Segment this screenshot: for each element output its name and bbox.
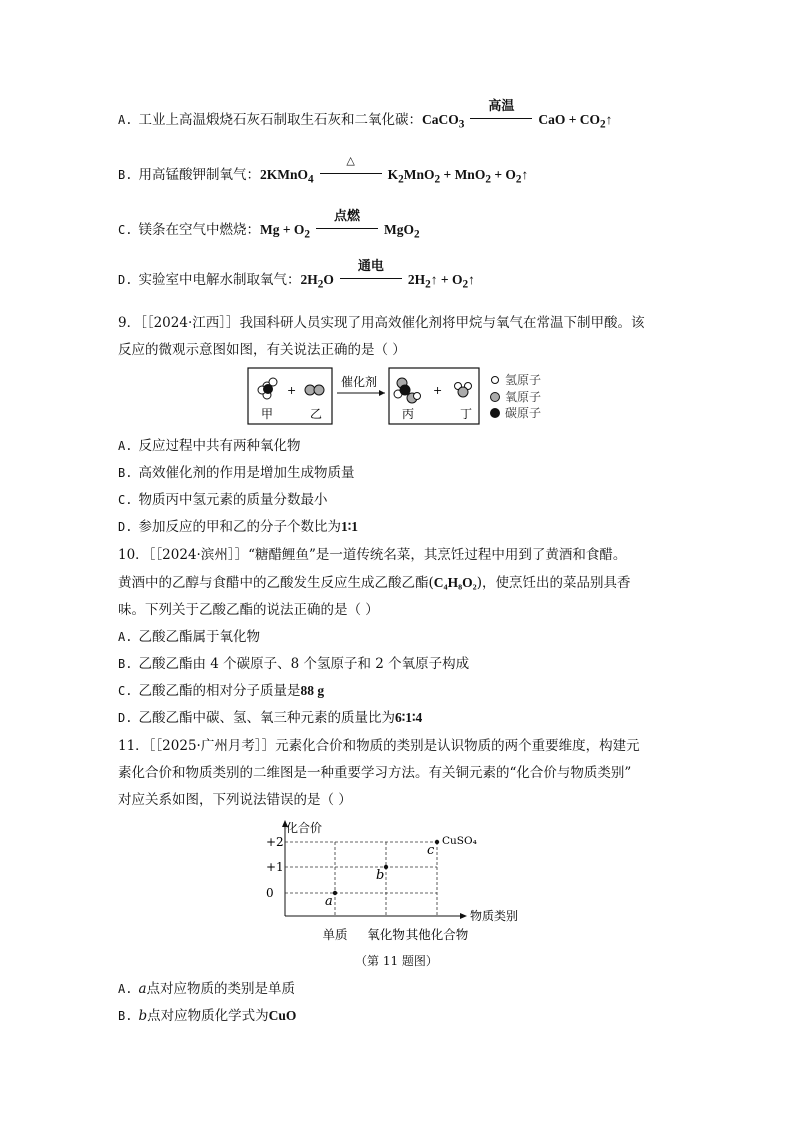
- point-label: b: [376, 868, 385, 883]
- equation: 2KMnO$_4$ △ $K_2MnO_2 + MnO_2$ + $O_2↑$: [259, 155, 529, 186]
- x-axis-label: 物质类别: [470, 909, 519, 923]
- point-b: [384, 865, 388, 869]
- q9-stem: 9．［［2024·江西］］我国科研人员实现了用高效催化剂将甲烷与氧气在常温下制甲酸。该 反应的微观示意图如图，有关说法正确的是（ ）: [118, 315, 645, 358]
- q11-stem: 11．［［2025·广州月考］］元素化合价和物质的类别是认识物质的两个重要维度，构建元 素化合价和物质类别的二维图是一种重要学习方法。有关铜元素的“化合价与物质类别” 对应关系如图，下列说法错误的是（ ）: [118, 738, 640, 808]
- point-a: [333, 891, 337, 895]
- x-category-label: 单质: [322, 927, 348, 942]
- label-jia: 甲: [261, 407, 274, 421]
- point-annotation: CuSO₄: [442, 835, 477, 847]
- methane-molecule: [258, 378, 277, 399]
- q8-option-b: [118, 155, 529, 190]
- label-ding: 丁: [460, 407, 473, 421]
- q9-option-a: A. 反应过程中共有两种氧化物: [118, 438, 301, 454]
- option-letter: D.: [118, 273, 133, 287]
- option-text: 用高锰酸钾制氧气：: [138, 167, 260, 183]
- plus-sign: +: [433, 384, 443, 397]
- grid: [285, 842, 437, 916]
- q10-option-a: A. 乙酸乙酯属于氧化物: [118, 629, 260, 645]
- legend: [490, 373, 541, 420]
- svg-text:氢原子: 氢原子: [505, 373, 542, 387]
- q11-option-b: B. b点对应物质化学式为CuO: [118, 1008, 297, 1024]
- plus-sign: +: [287, 384, 297, 397]
- y-tick-label: 0: [266, 886, 274, 900]
- svg-text:氧原子: 氧原子: [505, 390, 542, 404]
- option-letter: C.: [118, 223, 133, 237]
- y-ticks: [266, 835, 284, 900]
- q11-option-a: A. a点对应物质的类别是单质: [118, 981, 296, 997]
- data-points: [325, 835, 477, 909]
- label-yi: 乙: [310, 407, 323, 421]
- reaction-diagram: [247, 366, 557, 428]
- formic-acid-molecule: [394, 378, 421, 403]
- option-text: 工业上高温煅烧石灰石制取生石灰和二氧化碳：: [138, 112, 422, 128]
- q10-option-d: D. 乙酸乙酯中碳、氢、氧三种元素的质量比为6∶1∶4: [118, 710, 423, 726]
- q8-option-d: [118, 258, 475, 295]
- x-categories: [322, 927, 468, 942]
- q10-option-c: C. 乙酸乙酯的相对分子质量是88 g: [118, 683, 325, 699]
- x-category-label: 氧化物: [367, 927, 405, 942]
- q10-stem: 10．［［2024·滨州］］“糖醋鲤鱼”是一道传统名菜，其烹饪过程中用到了黄酒和食醋。 黄酒中的乙醇与食醋中的乙酸发生反应生成乙酸乙酯(C₄H₈O₂)，使烹饪出的菜品别具香 味。下列关于乙酸乙酯的说法正确的是（ ）: [118, 547, 631, 618]
- equation: $Mg + O_2$ 点燃 MgO$_2$: [259, 208, 420, 241]
- q9-option-b: B. 高效催化剂的作用是增加生成物质量: [118, 465, 355, 481]
- option-letter: A.: [118, 113, 133, 127]
- label-bing: 丙: [402, 407, 415, 421]
- option-text: 镁条在空气中燃烧：: [138, 222, 260, 238]
- x-category-label: 其他化合物: [405, 927, 469, 942]
- point-c: [435, 840, 439, 844]
- q9-option-d: D. 参加反应的甲和乙的分子个数比为1∶1: [118, 519, 358, 535]
- equation: $2H_2O$ 通电 $2H_2↑$ + $O_2↑$: [300, 258, 475, 291]
- catalyst-label: 催化剂: [341, 375, 378, 389]
- water-molecule: [455, 383, 472, 398]
- point-label: a: [325, 894, 333, 909]
- y-axis-label: 化合价: [286, 821, 323, 835]
- q8-option-a: [118, 98, 613, 135]
- y-tick-label: +2: [266, 835, 284, 849]
- point-label: c: [427, 843, 435, 858]
- figure-caption: （第 11 题图）: [355, 954, 438, 968]
- q9-option-c: C. 物质丙中氢元素的质量分数最小: [118, 492, 328, 508]
- oxygen-molecule: [305, 385, 324, 395]
- q10-option-b: B. 乙酸乙酯由 4 个碳原子、8 个氢原子和 2 个氧原子构成: [118, 656, 470, 672]
- svg-text:碳原子: 碳原子: [505, 406, 542, 420]
- y-tick-label: +1: [266, 860, 284, 874]
- equation: CaCO$_3$ 高温 CaO + $CO_2↑$: [421, 98, 613, 131]
- option-letter: B.: [118, 168, 133, 182]
- q8-option-c: [118, 208, 420, 245]
- option-text: 实验室中电解水制取氧气：: [138, 272, 301, 288]
- valence-category-chart: [262, 818, 542, 946]
